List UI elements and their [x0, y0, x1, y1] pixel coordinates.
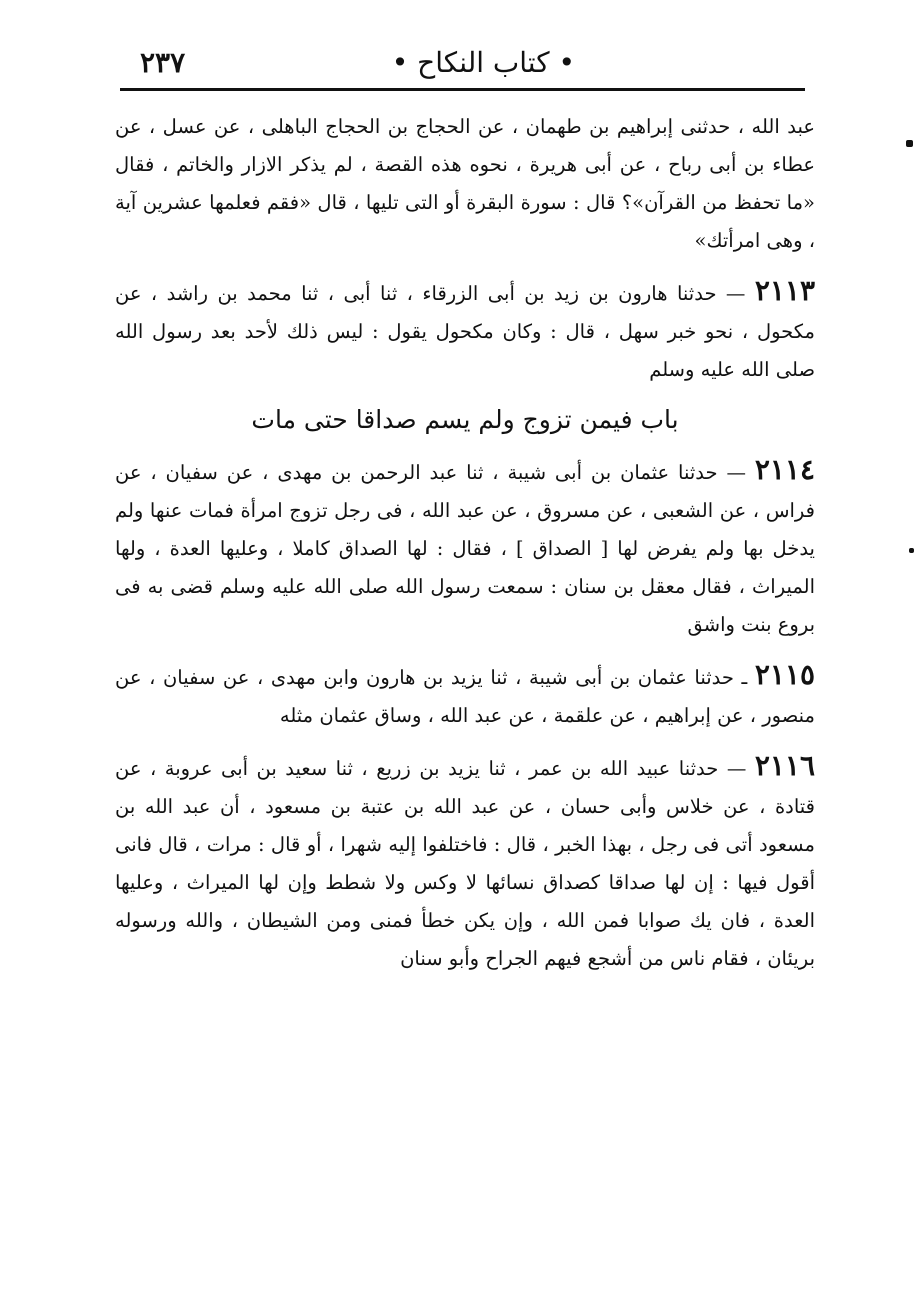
hadith-text: عبد الله ، حدثنى إبراهيم بن طهمان ، عن الحجاج بن الحجاج الباهلى ، عن عسل ، عن عطاء بن أبى رباح ، عن أبى هريرة ، نحوه هذه القصة ، لم يذكر الازار والخاتم ، فقال «ما تحفظ من القرآن»؟ قال : سورة البقرة أو التى تليها ، قال «فقم فعلمها عشرين آية ، وهى امرأتك» [115, 115, 815, 252]
header-rule [120, 88, 805, 91]
hadith-paragraph [115, 747, 815, 978]
text-body [115, 108, 815, 990]
hadith-paragraph [115, 108, 815, 260]
margin-mark [909, 548, 914, 553]
hadith-number: ٢١١٦ [754, 749, 815, 782]
hadith-number: ٢١١٥ [754, 658, 815, 691]
hadith-text: — حدثنا هارون بن زيد بن أبى الزرقاء ، ثنا أبى ، ثنا محمد بن راشد ، عن مكحول ، نحو خبر سهل ، قال : وكان مكحول يقول : ليس ذلك لأحد بعد رسول الله صلى الله عليه وسلم [115, 282, 815, 381]
running-title: • كتاب النكاح • [391, 46, 575, 79]
hadith-paragraph [115, 272, 815, 389]
page-number: ٢٣٧ [140, 46, 186, 79]
hadith-paragraph [115, 656, 815, 735]
hadith-number: ٢١١٣ [754, 274, 815, 307]
hadith-text: ـ حدثنا عثمان بن أبى شيبة ، ثنا يزيد بن هارون وابن مهدى ، عن سفيان ، عن منصور ، عن إبراهيم ، عن علقمة ، عن عبد الله ، وساق عثمان مثله [115, 666, 815, 727]
chapter-heading: باب فيمن تزوج ولم يسم صداقا حتى مات [251, 405, 679, 434]
page-header [120, 40, 805, 90]
hadith-text: — حدثنا عثمان بن أبى شيبة ، ثنا عبد الرحمن بن مهدى ، عن سفيان ، عن فراس ، عن الشعبى ، عن مسروق ، عن عبد الله ، فى رجل تزوج امرأة فمات عنها ولم يدخل بها ولم يفرض لها [ الصداق ] ، فقال : لها الصداق كاملا ، وعليها العدة ، ولها الميراث ، فقال معقل بن سنان : سمعت رسول الله صلى الله عليه وسلم قضى به فى بروع بنت واشق [115, 461, 815, 636]
hadith-text: — حدثنا عبيد الله بن عمر ، ثنا يزيد بن زريع ، ثنا سعيد بن أبى عروبة ، عن قتادة ، عن خلاس وأبى حسان ، عن عبد الله بن عتبة بن مسعود ، أن عبد الله بن مسعود أتى فى رجل ، بهذا الخبر ، قال : فاختلفوا إليه شهرا ، أو قال : مرات ، قال فانى أقول فيها : إن لها صداقا كصداق نسائها لا وكس ولا شطط وإن لها الميراث ، وعليها العدة ، فان يك صوابا فمن الله ، وإن يكن خطأ فمنى ومن الشيطان ، والله ورسوله بريئان ، فقام ناس من أشجع فيهم الجراح وأبو سنان [115, 757, 815, 970]
hadith-paragraph [115, 451, 815, 644]
hadith-number: ٢١١٤ [754, 453, 815, 486]
margin-mark [906, 140, 913, 147]
